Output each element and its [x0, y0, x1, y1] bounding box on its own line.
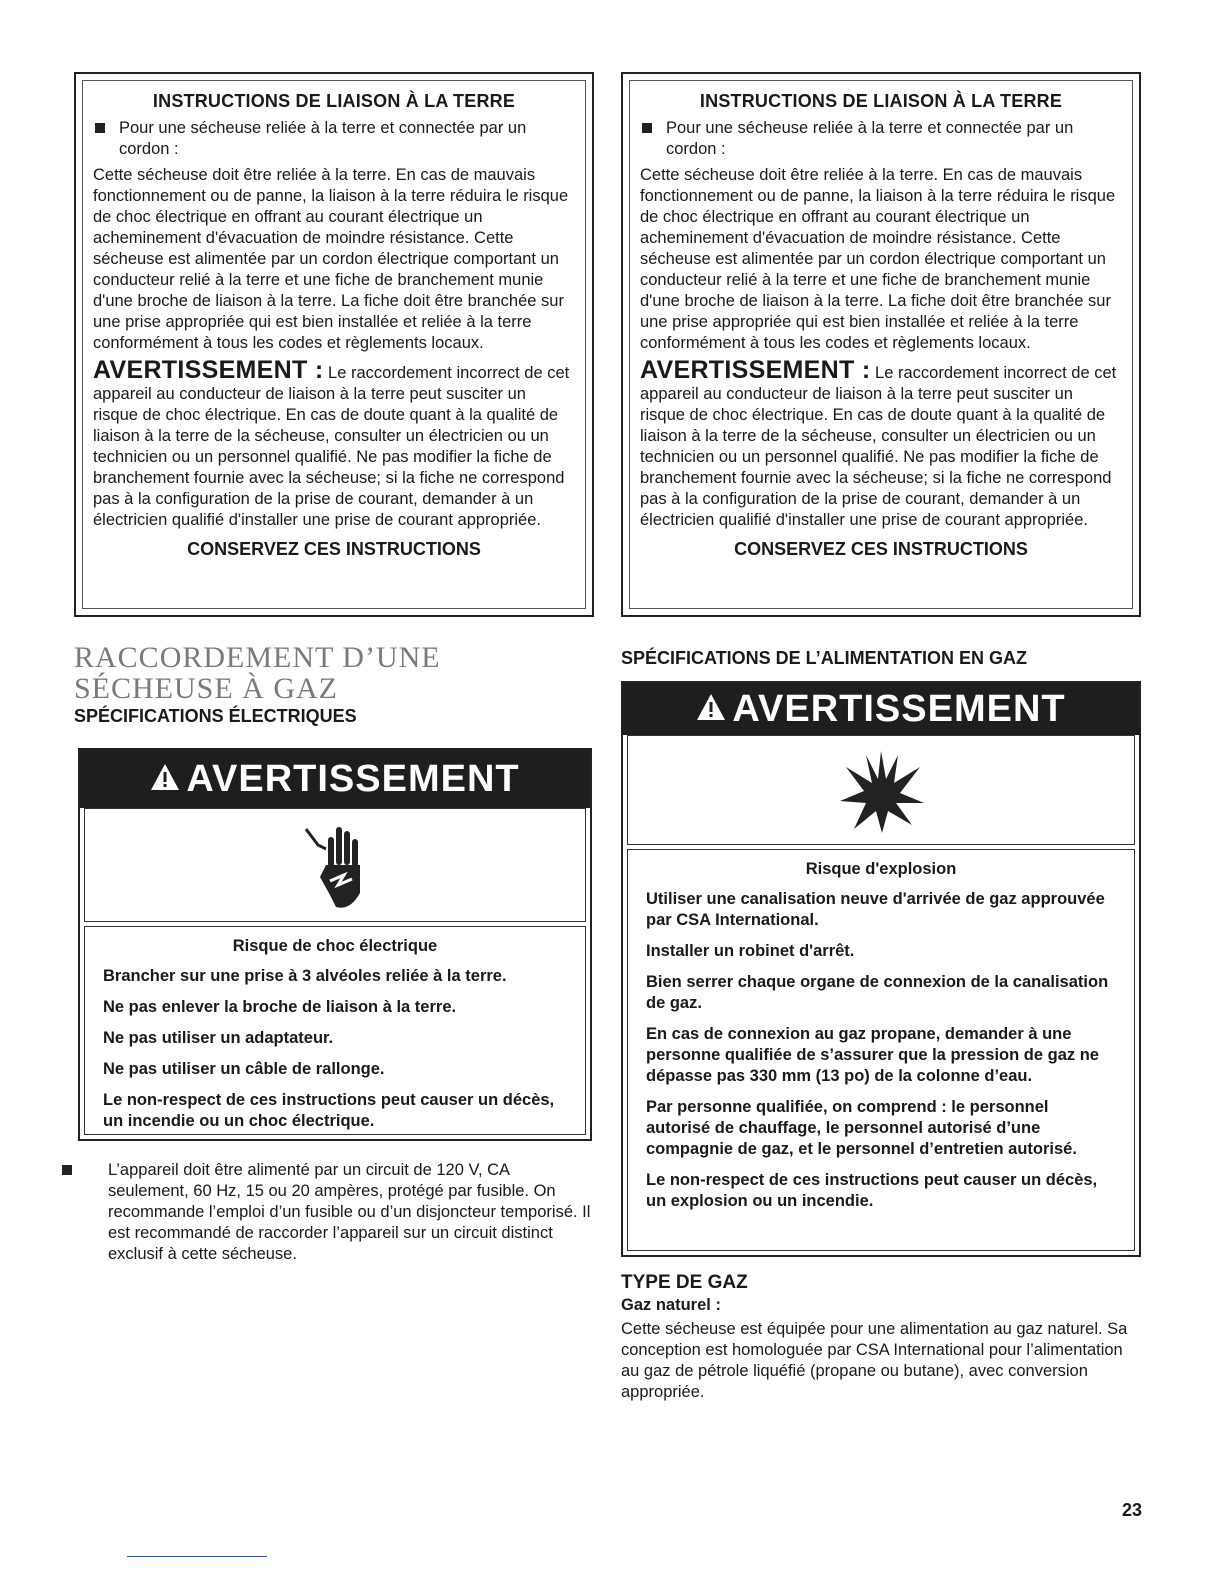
- grounding-warning-text: Le raccordement incorrect de cet appareil au conducteur de liaison à la terre peut susciter un risque de choc électrique. En cas de doute quant à la qualité de liaison à la terre de la sécheuse, consulter un électricien ou un technicien ou un personnel qualifié. Ne pas modifier la fiche de branchement fournie avec la sécheuse; si la fiche ne correspond pas à la configuration de la prise de courant, demander à un électricien qualifié d'installer une prise de courant appropriée.: [93, 364, 570, 529]
- left-column: [74, 642, 594, 727]
- warning-banner: [623, 683, 1139, 735]
- grounding-warning-label: AVERTISSEMENT :: [640, 356, 871, 384]
- warning-line: Brancher sur une prise à 3 alvéoles reliée à la terre.: [103, 967, 507, 985]
- grounding-box-left-inner: [82, 80, 586, 609]
- electrical-bullet: [74, 1160, 594, 1265]
- grounding-warning: [640, 356, 1122, 531]
- explosion-warning-text-area: [627, 849, 1135, 1251]
- warning-triangle-icon: [150, 758, 180, 801]
- gas-natural-text: Cette sécheuse est équipée pour une alimentation au gaz naturel. Sa conception est homologuée par CSA International pour l’alimentation au gaz de pétrole liquéfié (propane ou butane), avec conversion appropriée.: [621, 1320, 1128, 1401]
- bullet-square-icon: [642, 123, 652, 133]
- grounding-box-right-inner: [629, 80, 1133, 609]
- gas-type-section: [621, 1272, 1141, 1403]
- grounding-bullet-text: Pour une sécheuse reliée à la terre et connectée par un cordon :: [666, 119, 1074, 158]
- section-title-line1: RACCORDEMENT D’UNE: [74, 641, 441, 674]
- grounding-box-right: [621, 72, 1141, 617]
- grounding-box-left: [74, 72, 594, 617]
- warning-triangle-icon: [696, 688, 726, 731]
- grounding-save: CONSERVEZ CES INSTRUCTIONS: [187, 539, 481, 559]
- warning-line: Le non-respect de ces instructions peut causer un décès, un incendie ou un choc électrique.: [103, 1091, 555, 1130]
- grounding-bullet: [640, 118, 1122, 160]
- explosion-icon: [836, 745, 926, 835]
- electrical-bullet-text: L’appareil doit être alimenté par un circuit de 120 V, CA seulement, 60 Hz, 15 ou 20 ampères, protégé par fusible. On recommande l’emploi d’un fusible ou d’un disjoncteur temporisé. Il est recommandé de raccorder l’appareil sur un circuit distinct exclusif à cette sécheuse.: [108, 1161, 591, 1263]
- grounding-warning-text: Le raccordement incorrect de cet appareil au conducteur de liaison à la terre peut susciter un risque de choc électrique. En cas de doute quant à la qualité de liaison à la terre de la sécheuse, consulter un électricien ou un technicien ou un personnel qualifié. Ne pas modifier la fiche de branchement fournie avec la sécheuse; si la fiche ne correspond pas à la configuration de la prise de courant, demander à un électricien qualifié d'installer une prise de courant appropriée.: [640, 364, 1117, 529]
- right-column: [621, 648, 1141, 669]
- warning-line: Ne pas utiliser un câble de rallonge.: [103, 1060, 385, 1078]
- warning-line: Installer un robinet d'arrêt.: [646, 942, 855, 960]
- grounding-warning-label: AVERTISSEMENT :: [93, 356, 324, 384]
- explosion-risk-title: Risque d'explosion: [805, 860, 957, 878]
- section-title-line2: SÉCHEUSE À GAZ: [74, 672, 339, 705]
- page-number: 23: [1121, 1500, 1142, 1520]
- grounding-title: INSTRUCTIONS DE LIAISON À LA TERRE: [699, 91, 1063, 111]
- grounding-paragraph: Cette sécheuse doit être reliée à la terre. En cas de mauvais fonctionnement ou de panne, la liaison à la terre réduira le risque de choc électrique en offrant au courant électrique un acheminement d'évacuation de moindre résistance. Cette sécheuse est alimentée par un cordon électrique comportant un conducteur relié à la terre et une fiche de branchement munie d'une broche de liaison à la terre. La fiche doit être branchée sur une prise appropriée qui est bien installée et reliée à la terre conformément à tous les codes et règlements locaux.: [640, 166, 1116, 352]
- grounding-title: INSTRUCTIONS DE LIAISON À LA TERRE: [152, 91, 516, 111]
- warning-line: Bien serrer chaque organe de connexion de la canalisation de gaz.: [646, 973, 1109, 1012]
- electrical-bullet-item: [74, 1160, 594, 1265]
- grounding-bullet: [93, 118, 575, 160]
- explosion-icon-area: [627, 735, 1135, 845]
- gas-natural-label: Gaz naturel :: [621, 1296, 721, 1314]
- gas-type-title: TYPE DE GAZ: [621, 1272, 748, 1293]
- warning-line: Ne pas enlever la broche de liaison à la terre.: [103, 998, 457, 1016]
- warning-banner: [80, 750, 590, 808]
- grounding-paragraph: Cette sécheuse doit être reliée à la terre. En cas de mauvais fonctionnement ou de panne, la liaison à la terre réduira le risque de choc électrique en offrant au courant électrique un acheminement d'évacuation de moindre résistance. Cette sécheuse est alimentée par un cordon électrique comportant un conducteur relié à la terre et une fiche de branchement munie d'une broche de liaison à la terre. La fiche doit être branchée sur une prise appropriée qui est bien installée et reliée à la terre conformément à tous les codes et règlements locaux.: [93, 166, 569, 352]
- electric-shock-warning-panel: [78, 748, 592, 1141]
- warning-banner-text: AVERTISSEMENT: [186, 757, 520, 800]
- bullet-square-icon: [62, 1165, 72, 1175]
- footer-line: [127, 1556, 267, 1557]
- shock-risk-title: Risque de choc électrique: [232, 937, 438, 955]
- warning-line: En cas de connexion au gaz propane, demander à une personne qualifiée de s’assurer que la pression de gaz ne dépasse pas 330 mm (13 po) de la colonne d’eau.: [646, 1025, 1099, 1085]
- electrical-specs-heading: SPÉCIFICATIONS ÉLECTRIQUES: [74, 706, 357, 726]
- warning-line: Utiliser une canalisation neuve d'arrivée de gaz approuvée par CSA International.: [646, 890, 1105, 929]
- warning-banner-text: AVERTISSEMENT: [732, 687, 1066, 730]
- grounding-save: CONSERVEZ CES INSTRUCTIONS: [734, 539, 1028, 559]
- bullet-square-icon: [95, 123, 105, 133]
- warning-line: Le non-respect de ces instructions peut causer un décès, un explosion ou un incendie.: [646, 1171, 1098, 1210]
- shock-warning-text-area: [84, 926, 586, 1135]
- gas-specs-heading: SPÉCIFICATIONS DE L’ALIMENTATION EN GAZ: [621, 648, 1028, 668]
- warning-line: Par personne qualifiée, on comprend : le personnel autorisé de chauffage, le personnel autorisé d’une compagnie de gaz, et le personnel d’entretien autorisé.: [646, 1098, 1077, 1158]
- grounding-bullet-text: Pour une sécheuse reliée à la terre et connectée par un cordon :: [119, 119, 527, 158]
- grounding-warning: [93, 356, 575, 531]
- warning-line: Ne pas utiliser un adaptateur.: [103, 1029, 334, 1047]
- electric-shock-hand-icon: [300, 815, 370, 915]
- explosion-warning-panel: [621, 681, 1141, 1257]
- shock-icon-area: [84, 808, 586, 922]
